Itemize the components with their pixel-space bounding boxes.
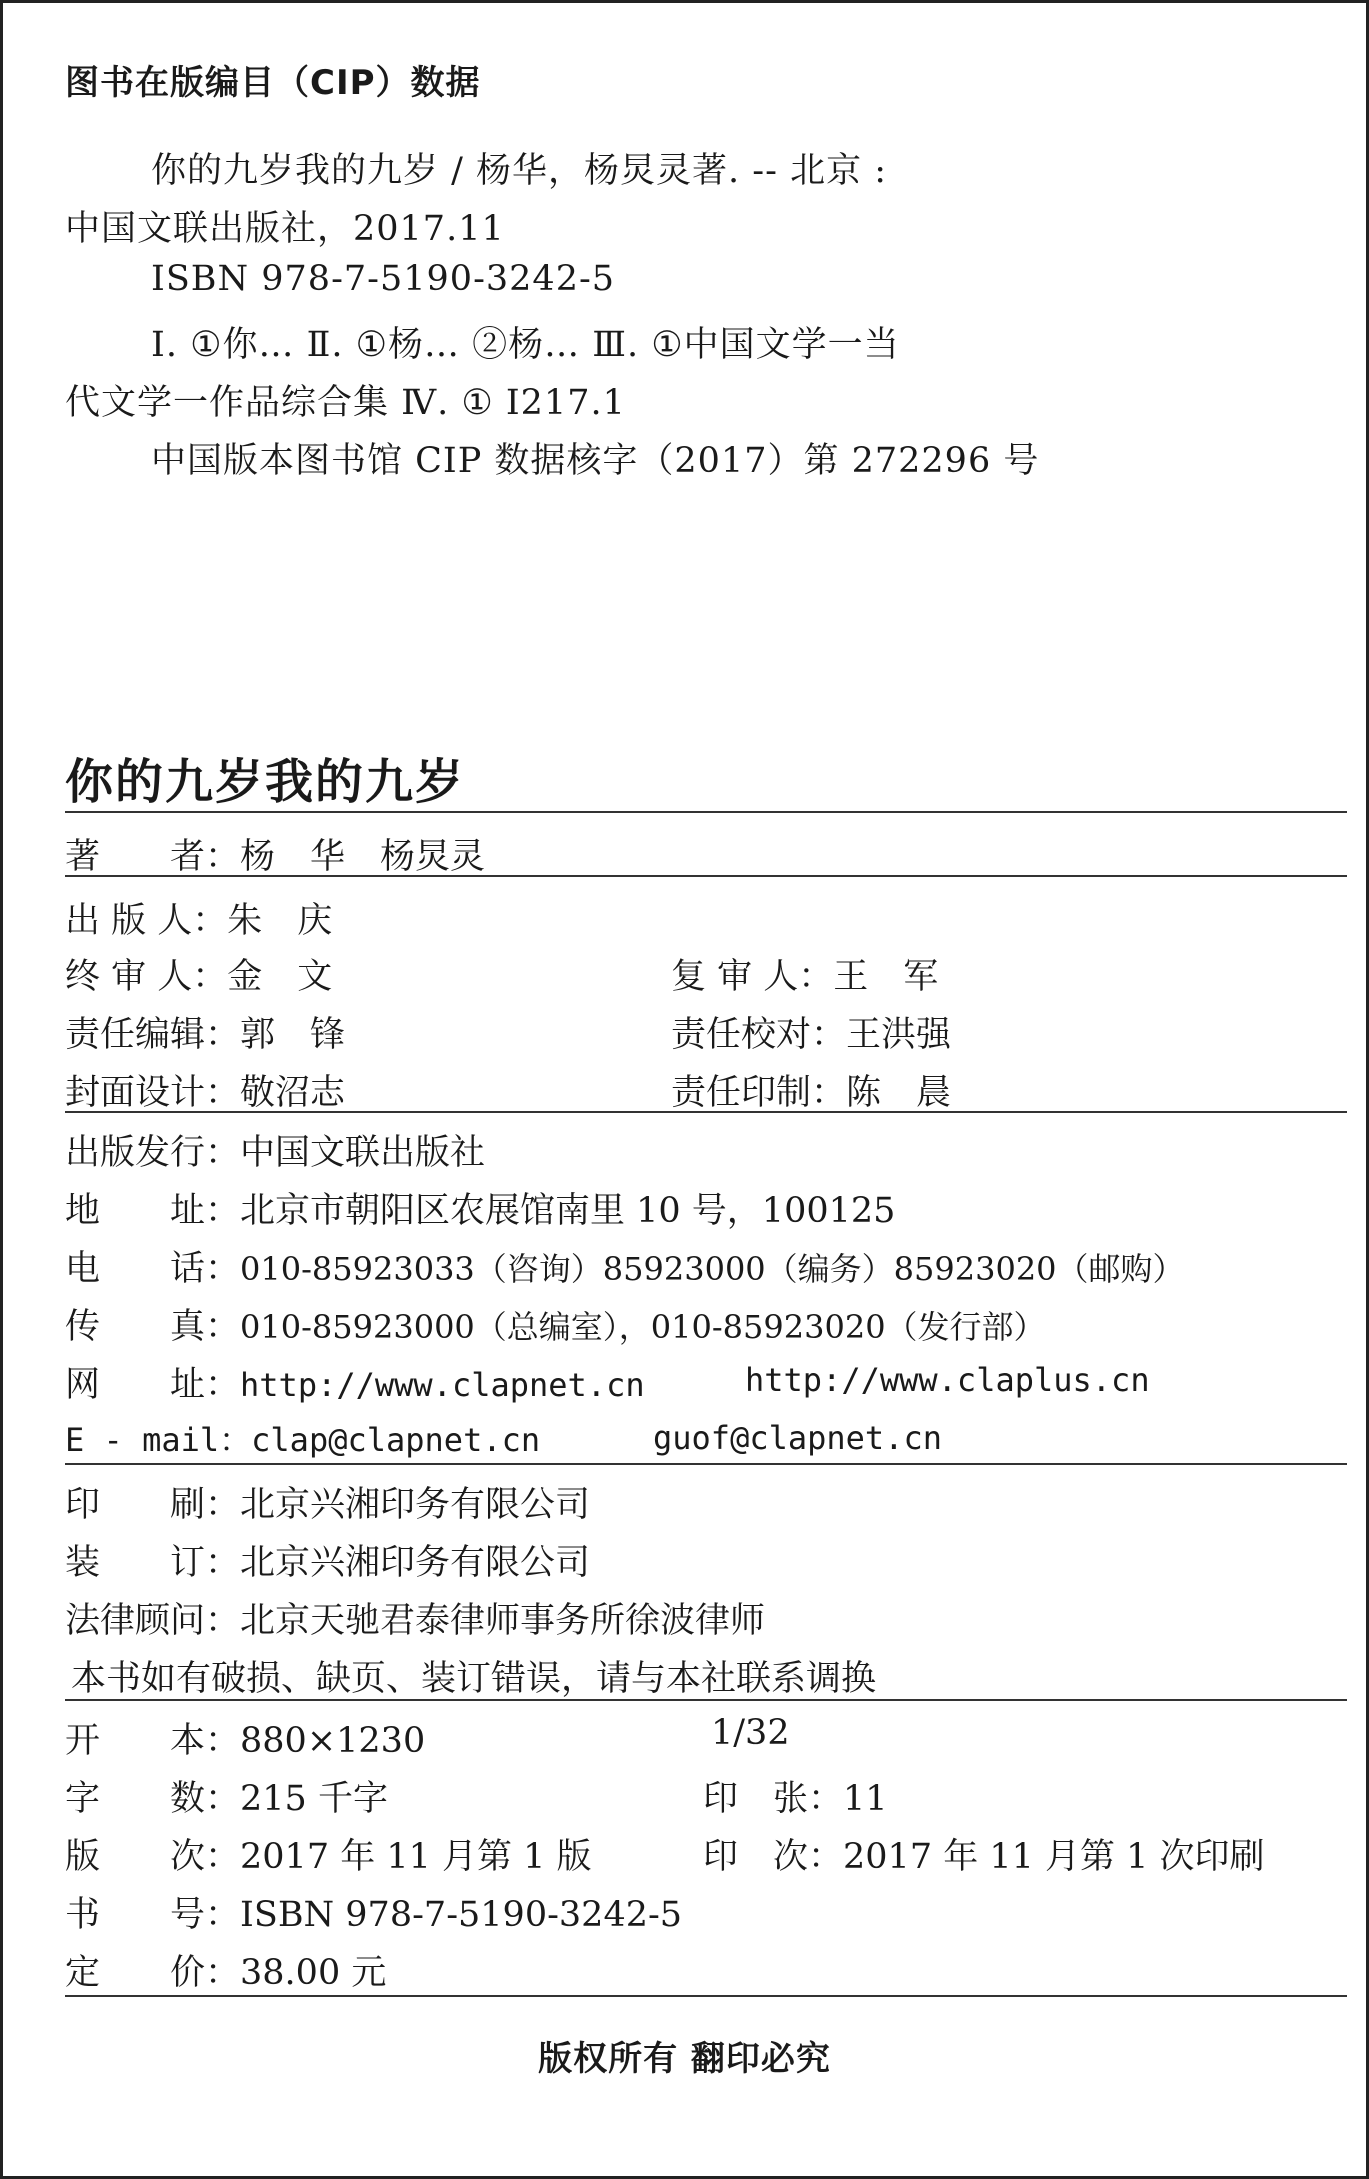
proofreader-label: 责任校对： bbox=[671, 1015, 847, 1055]
cip-record-line: 中国版本图书馆 CIP 数据核字（2017）第 272296 号 bbox=[151, 441, 1040, 481]
web-link-clapnet[interactable]: http://www.clapnet.cn bbox=[240, 1366, 645, 1404]
impression-value: 2017 年 11 月第 1 次印刷 bbox=[843, 1837, 1265, 1877]
divider bbox=[65, 875, 1347, 877]
editor-label: 责任编辑： bbox=[65, 1015, 241, 1055]
cip-heading: 图书在版编目（CIP）数据 bbox=[65, 63, 481, 103]
distribution-label: 出版发行： bbox=[65, 1133, 241, 1173]
copyright-notice: 版权所有 翻印必究 bbox=[538, 2039, 831, 2079]
address-label: 地 址： bbox=[65, 1191, 241, 1231]
print-supervisor-label: 责任印制： bbox=[671, 1073, 847, 1113]
cip-publisher-line: 中国文联出版社，2017.11 bbox=[65, 209, 505, 249]
cover-design-value: 敬沼志 bbox=[240, 1073, 346, 1113]
impression-label: 印 次： bbox=[703, 1837, 844, 1877]
second-review-value: 王 军 bbox=[833, 957, 939, 997]
cip-subject-line: Ⅰ. ①你… Ⅱ. ①杨… ②杨… Ⅲ. ①中国文学一当 bbox=[151, 325, 900, 365]
print-supervisor-value: 陈 晨 bbox=[846, 1073, 952, 1113]
cip-subject-line-cont: 代文学一作品综合集 Ⅳ. ① I217.1 bbox=[65, 383, 626, 423]
format-fold: 1/32 bbox=[711, 1713, 790, 1753]
divider bbox=[65, 1699, 1347, 1701]
sheets-value: 11 bbox=[843, 1779, 888, 1819]
printer-label: 印 刷： bbox=[65, 1485, 241, 1525]
format-label: 开 本： bbox=[65, 1721, 241, 1761]
web-label: 网 址： bbox=[65, 1365, 241, 1405]
phone-label: 电 话： bbox=[65, 1249, 241, 1289]
proofreader-value: 王洪强 bbox=[846, 1015, 952, 1055]
web-link-claplus[interactable]: http://www.claplus.cn bbox=[745, 1361, 1150, 1399]
words-value: 215 千字 bbox=[240, 1779, 388, 1819]
edition-label: 版 次： bbox=[65, 1837, 241, 1877]
cip-isbn-line: ISBN 978-7-5190-3242-5 bbox=[151, 259, 616, 299]
publisher-person-value: 朱 庆 bbox=[227, 901, 333, 941]
fax-value: 010-85923000（总编室），010-85923020（发行部） bbox=[240, 1308, 1046, 1346]
price-value: 38.00 元 bbox=[240, 1953, 387, 1993]
replacement-notice: 本书如有破损、缺页、装订错误，请与本社联系调换 bbox=[71, 1659, 877, 1699]
final-review-label: 终 审 人： bbox=[65, 957, 228, 997]
binder-label: 装 订： bbox=[65, 1543, 241, 1583]
isbn-value: ISBN 978-7-5190-3242-5 bbox=[240, 1895, 683, 1935]
format-value: 880×1230 bbox=[240, 1721, 426, 1761]
binder-value: 北京兴湘印务有限公司 bbox=[240, 1543, 591, 1583]
divider bbox=[65, 811, 1347, 813]
cip-title-line: 你的九岁我的九岁 / 杨华，杨炅灵著. -- 北京 : bbox=[151, 151, 887, 191]
divider bbox=[65, 1995, 1347, 1997]
legal-value: 北京天驰君泰律师事务所徐波律师 bbox=[240, 1601, 766, 1641]
author-label: 著 者： bbox=[65, 837, 241, 877]
address-value: 北京市朝阳区农展馆南里 10 号，100125 bbox=[240, 1191, 896, 1231]
printer-value: 北京兴湘印务有限公司 bbox=[240, 1485, 591, 1525]
author-value: 杨 华 杨炅灵 bbox=[240, 837, 486, 877]
book-title: 你的九岁我的九岁 bbox=[65, 754, 466, 810]
words-label: 字 数： bbox=[65, 1779, 241, 1819]
editor-value: 郭 锋 bbox=[240, 1015, 346, 1055]
publisher-person-label: 出 版 人： bbox=[65, 901, 228, 941]
sheets-label: 印 张： bbox=[703, 1779, 844, 1819]
email-link-clap[interactable]: clap@clapnet.cn bbox=[251, 1421, 541, 1459]
cover-design-label: 封面设计： bbox=[65, 1073, 241, 1113]
divider bbox=[65, 1111, 1347, 1113]
price-label: 定 价： bbox=[65, 1953, 241, 1993]
fax-label: 传 真： bbox=[65, 1307, 241, 1347]
email-label: E - mail： bbox=[65, 1421, 252, 1459]
email-link-guof[interactable]: guof@clapnet.cn bbox=[653, 1419, 942, 1457]
divider bbox=[65, 1463, 1347, 1465]
second-review-label: 复 审 人： bbox=[671, 957, 834, 997]
legal-label: 法律顾问： bbox=[65, 1601, 241, 1641]
final-review-value: 金 文 bbox=[227, 957, 333, 997]
distribution-value: 中国文联出版社 bbox=[240, 1133, 486, 1173]
isbn-label: 书 号： bbox=[65, 1895, 241, 1935]
edition-value: 2017 年 11 月第 1 版 bbox=[240, 1837, 592, 1877]
phone-value: 010-85923033（咨询）85923000（编务）85923020（邮购） bbox=[240, 1250, 1185, 1288]
